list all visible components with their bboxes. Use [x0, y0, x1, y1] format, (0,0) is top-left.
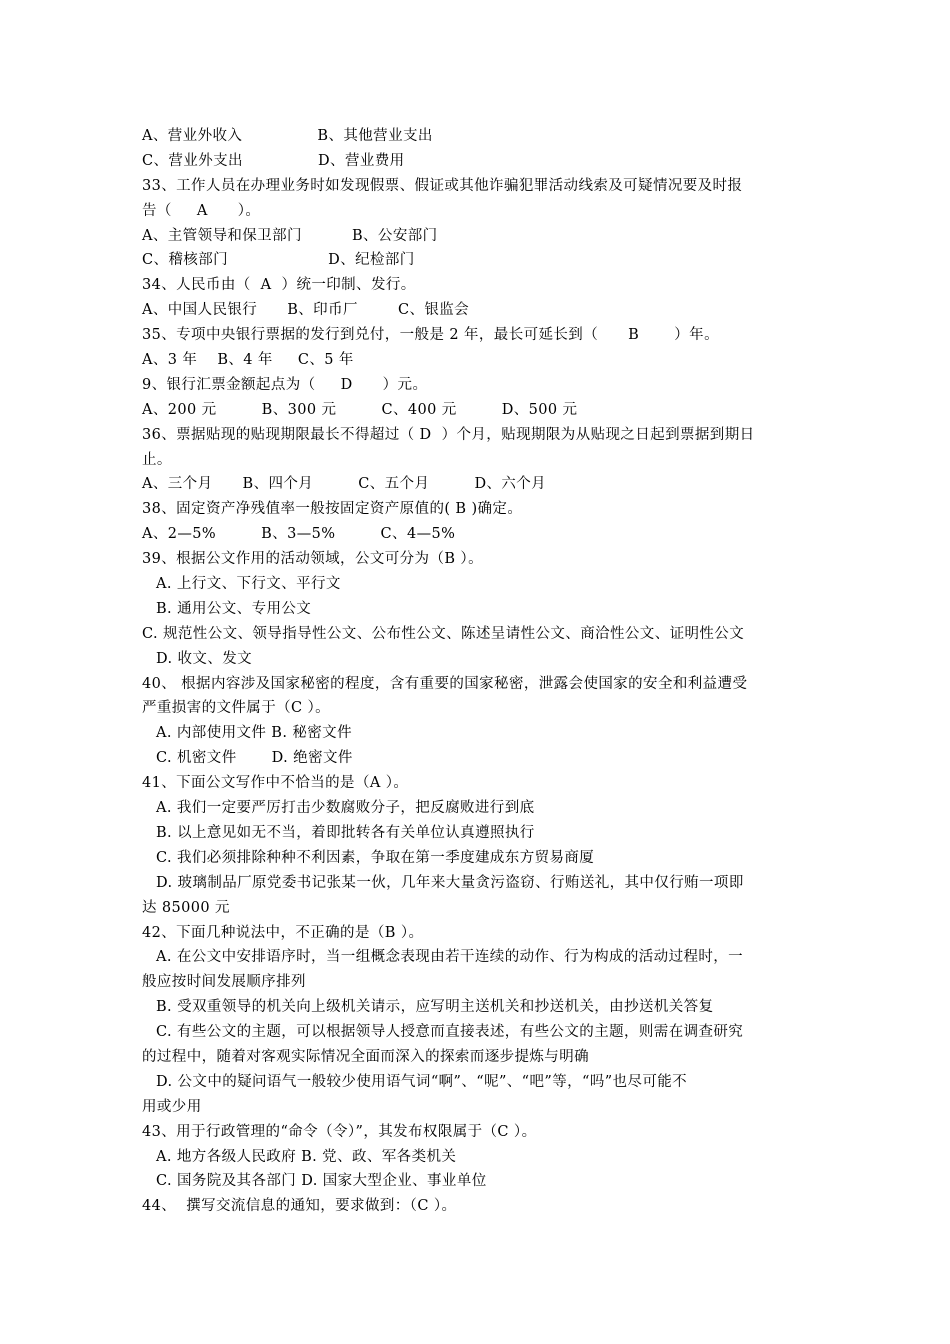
text-line: D. 公文中的疑问语气一般较少使用语气词“啊”、“呢”、“吧”等，“吗”也尽可能不: [156, 1073, 688, 1090]
text-line: 的过程中，随着对客观实际情况全面而深入的探索而逐步提炼与明确: [142, 1048, 589, 1065]
text-line: C. 有些公文的主题，可以根据领导人授意而直接表述，有些公文的主题，则需在调查研究: [156, 1024, 744, 1041]
text-line: B. 受双重领导的机关向上级机关请示，应写明主送机关和抄送机关，由抄送机关答复: [156, 999, 714, 1016]
text-line: 33、工作人员在办理业务时如发现假票、假证或其他诈骗犯罪活动线索及可疑情况要及时报: [142, 177, 743, 194]
text-line: 43、用于行政管理的“命令（令）”，其发布权限属于（C ）。: [142, 1123, 537, 1140]
text-line: A、营业外收入 B、其他营业支出: [142, 128, 433, 144]
text-line: 40、 根据内容涉及国家秘密的程度，含有重要的国家秘密，泄露会使国家的安全和利益遭受: [142, 675, 748, 692]
text-line: 达 85000 元: [142, 899, 230, 916]
text-line: 39、根据公文作用的活动领域，公文可分为（B ）。: [142, 551, 483, 568]
text-line: C、营业外支出 D、营业费用: [142, 152, 405, 169]
text-line: 44、 撰写交流信息的通知，要求做到：（C ）。: [142, 1198, 457, 1215]
text-line: C. 规范性公文、领导指导性公文、公布性公文、陈述呈请性公文、商洽性公文、证明性公文: [142, 625, 745, 642]
text-line: 35、专项中央银行票据的发行到兑付，一般是 2 年，最长可延长到（ B ）年。: [142, 327, 719, 344]
text-line: 36、票据贴现的贴现期限最长不得超过（ D ）个月，贴现期限为从贴现之日起到票据到期日: [142, 426, 755, 443]
text-line: A. 我们一定要严厉打击少数腐败分子，把反腐败进行到底: [156, 800, 535, 817]
text-line: 42、下面几种说法中，不正确的是（B ）。: [142, 924, 424, 941]
text-line: 般应按时间发展顺序排列: [142, 974, 306, 991]
text-line: C. 机密文件 D. 绝密文件: [156, 750, 353, 767]
text-line: B. 以上意见如无不当，着即批转各有关单位认真遵照执行: [156, 824, 535, 841]
text-line: A. 内部使用文件 B. 秘密文件: [156, 725, 352, 742]
text-line: 34、人民币由（ A ）统一印制、发行。: [142, 277, 416, 294]
text-line: 用或少用: [142, 1098, 202, 1115]
text-line: C. 国务院及其各部门 D. 国家大型企业、事业单位: [156, 1173, 487, 1190]
text-line: 9、银行汇票金额起点为（ D ）元。: [142, 376, 428, 393]
text-line: 38、固定资产净残值率一般按固定资产原值的( B )确定。: [142, 501, 523, 518]
text-line: C、稽核部门 D、纪检部门: [142, 252, 415, 269]
text-line: A、2—5% B、3—5% C、4—5%: [142, 526, 456, 543]
text-line: 止。: [142, 451, 172, 468]
text-line: 严重损害的文件属于（C ）。: [142, 700, 331, 717]
text-line: A、主管领导和保卫部门 B、公安部门: [142, 227, 438, 244]
text-line: A、3 年 B、4 年 C、5 年: [142, 352, 354, 369]
text-line: C. 我们必须排除种种不利因素，争取在第一季度建成东方贸易商厦: [156, 849, 595, 866]
text-line: 41、下面公文写作中不恰当的是（A ）。: [142, 775, 409, 792]
text-line: A. 地方各级人民政府 B. 党、政、军各类机关: [156, 1148, 457, 1165]
text-line: A、三个月 B、四个月 C、五个月 D、六个月: [142, 476, 547, 493]
text-line: A、200 元 B、300 元 C、400 元 D、500 元: [142, 401, 578, 418]
text-line: D. 玻璃制品厂原党委书记张某一伙，几年来大量贪污盗窃、行贿送礼，其中仅行贿一项即: [156, 874, 744, 891]
text-line: B. 通用公文、专用公文: [156, 600, 312, 617]
document-page: [142, 124, 812, 1219]
text-line: A. 上行文、下行文、平行文: [156, 576, 341, 593]
text-line: 告（ A ）。: [142, 202, 261, 219]
text-line: A、中国人民银行 B、印币厂 C、银监会: [142, 302, 470, 319]
text-line: D. 收文、发文: [156, 650, 253, 667]
text-line: A. 在公文中安排语序时，当一组概念表现由若干连续的动作、行为构成的活动过程时，一: [156, 949, 744, 966]
